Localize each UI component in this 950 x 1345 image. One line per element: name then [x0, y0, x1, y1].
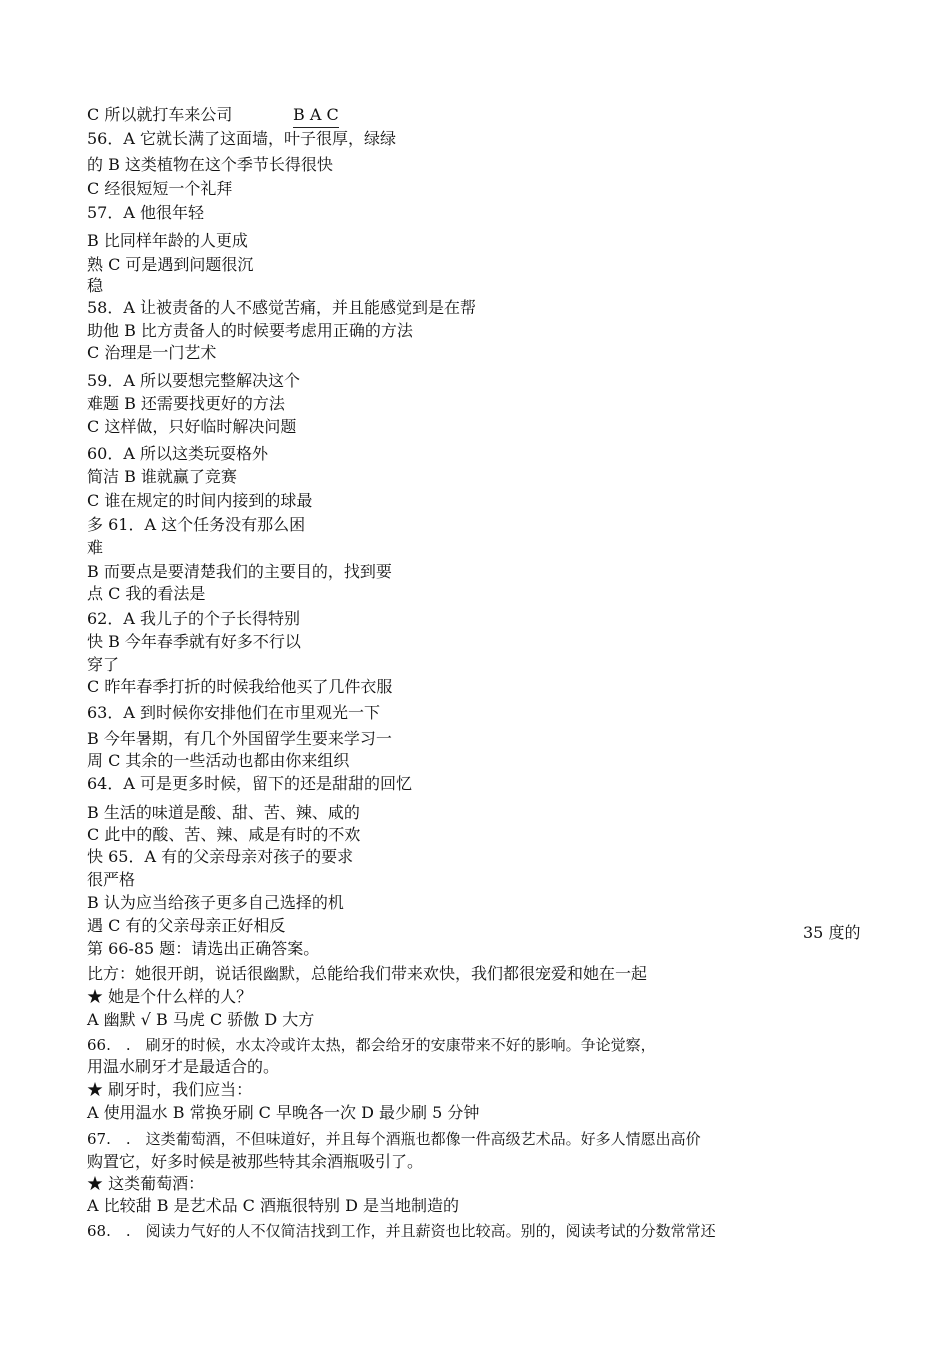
text-line: 66. . 刷牙的时候，水太冷或许太热，都会给牙的安康带来不好的影响。争论觉察， [87, 1036, 656, 1054]
text-line: 购置它，好多时候是被那些特其余酒瓶吸引了。 [87, 1152, 424, 1171]
text-line: C 谁在规定的时间内接到的球最 [87, 491, 313, 510]
text-line: 的 B 这类植物在这个季节长得很快 [87, 155, 333, 174]
text-line: 67. . 这类葡萄酒，不但味道好，并且每个酒瓶也都像一件高级艺术品。好多人情愿出高价 [87, 1130, 701, 1148]
text-line: B 生活的味道是酸、甜、苦、辣、咸的 [87, 803, 360, 822]
margin-note: 35 度的 [803, 923, 861, 942]
text-line: 比方：她很开朗，说话很幽默，总能给我们带来欢快，我们都很宠爱和她在一起 [87, 964, 648, 983]
text-line: 很严格 [87, 870, 136, 889]
text-line: C 经很短短一个礼拜 [87, 179, 233, 198]
text-line: 熟 C 可是遇到问题很沉 [87, 255, 254, 274]
section-heading: 第 66-85 题：请选出正确答案。 [87, 939, 320, 958]
text-line: 用温水刷牙才是最适合的。 [87, 1057, 280, 1076]
question-prompt: ★ 她是个什么样的人？ [87, 987, 253, 1006]
question-prompt: ★ 这类葡萄酒： [87, 1174, 205, 1193]
text-line: 难题 B 还需要找更好的方法 [87, 394, 285, 413]
text-line: 稳 [87, 276, 104, 295]
text-line: 助他 B 比方责备人的时候要考虑用正确的方法 [87, 321, 413, 340]
text-line: B 今年暑期，有几个外国留学生要来学习一 [87, 729, 392, 748]
text-line: 快 B 今年春季就有好多不行以 [87, 632, 301, 651]
text-line: 58．A 让被责备的人不感觉苦痛，并且能感觉到是在帮 [87, 298, 477, 317]
text-line: 难 [87, 538, 104, 557]
text-line: C 昨年春季打折的时候我给他买了几件衣服 [87, 677, 393, 696]
question-prompt: ★ 刷牙时，我们应当： [87, 1080, 253, 1099]
text-line: C 所以就打车来公司 [87, 105, 233, 124]
answer-options: A 幽默 √ B 马虎 C 骄傲 D 大方 [87, 1010, 315, 1029]
answer-options: A 比较甜 B 是艺术品 C 酒瓶很特别 D 是当地制造的 [87, 1196, 459, 1215]
text-line: 穿了 [87, 655, 120, 674]
text-line: 56．A 它就长满了这面墙，叶子很厚，绿绿 [87, 129, 397, 148]
text-line: 多 61．A 这个任务没有那么困 [87, 515, 306, 534]
text-line: 59．A 所以要想完整解决这个 [87, 371, 301, 390]
text-line: 63．A 到时候你安排他们在市里观光一下 [87, 703, 381, 722]
text-line: 62．A 我儿子的个子长得特别 [87, 609, 301, 628]
text-line: 快 65．A 有的父亲母亲对孩子的要求 [87, 847, 354, 866]
text-line: C 治理是一门艺术 [87, 343, 217, 362]
text-line: 64．A 可是更多时候，留下的还是甜甜的回忆 [87, 774, 413, 793]
text-line: C 这样做，只好临时解决问题 [87, 417, 297, 436]
answer-options: A 使用温水 B 常换牙刷 C 早晚各一次 D 最少刷 5 分钟 [87, 1103, 480, 1122]
text-line: B 比同样年龄的人更成 [87, 231, 248, 250]
text-line: 点 C 我的看法是 [87, 584, 206, 603]
text-line: B 而要点是要清楚我们的主要目的，找到要 [87, 562, 392, 581]
text-line: 60．A 所以这类玩耍格外 [87, 444, 269, 463]
text-line: B 认为应当给孩子更多自己选择的机 [87, 893, 344, 912]
text-line: 遇 C 有的父亲母亲正好相反 [87, 916, 286, 935]
text-line: 68. . 阅读力气好的人不仅简洁找到工作，并且薪资也比较高。别的，阅读考试的分数常常还 [87, 1222, 716, 1240]
text-line: C 此中的酸、苦、辣、咸是有时的不欢 [87, 825, 361, 844]
text-line: 周 C 其余的一些活动也都由你来组织 [87, 751, 350, 770]
text-line: 57．A 他很年轻 [87, 203, 205, 222]
answer-key: B A C [293, 105, 339, 128]
text-line: 简洁 B 谁就赢了竞赛 [87, 467, 237, 486]
